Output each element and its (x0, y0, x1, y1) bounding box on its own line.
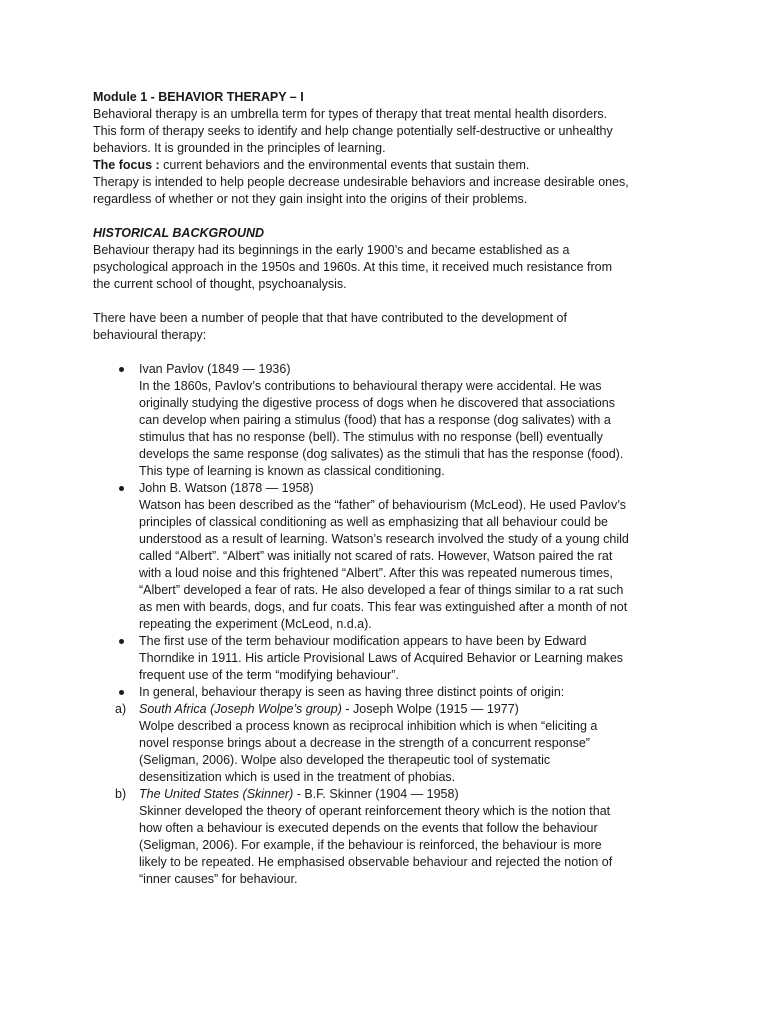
list-item-line: originally studying the digestive process of dogs when he discovered that associations (139, 396, 615, 410)
list-item-line: “Albert” developed a fear of rats. He also developed a fear of things similar to a rat such (139, 583, 624, 597)
list-item-line: repeating the experiment (McLeod, n.d.a). (139, 617, 372, 631)
historical-line: psychological approach in the 1950s and 1960s. At this time, it received much resistance from (93, 260, 613, 274)
origin-line: desensitization which is used in the treatment of phobias. (139, 770, 456, 784)
origin-line: Wolpe described a process known as reciprocal inhibition which is when “eliciting a (139, 719, 598, 733)
historical-line: Behaviour therapy had its beginnings in the early 1900’s and became established as a (93, 243, 570, 257)
origin-person: - Joseph Wolpe (1915 — 1977) (341, 702, 519, 716)
origin-line: (Seligman, 2006). Wolpe also developed the therapeutic tool of systematic (139, 753, 551, 767)
origin-line: “inner causes” for behaviour. (139, 872, 298, 886)
list-item-origins (93, 684, 693, 701)
goal-line: Therapy is intended to help people decrease undesirable behaviors and increase desirable ones, (93, 175, 629, 189)
module-title: Module 1 - BEHAVIOR THERAPY – I (93, 90, 304, 104)
historical-heading: HISTORICAL BACKGROUND (93, 226, 265, 240)
list-item-thorndike (93, 633, 693, 684)
list-item-heading: John B. Watson (1878 — 1958) (139, 481, 314, 495)
contributors-intro-line: behavioural therapy: (93, 328, 207, 342)
list-item-line: principles of classical conditioning as well as emphasizing that all behaviour could be (139, 515, 609, 529)
list-item-line: with a loud noise and this frightened “Albert”. After this was repeated numerous times, (139, 566, 613, 580)
origin-line: (Seligman, 2006). For example, if the behaviour is reinforced, the behaviour is more (139, 838, 602, 852)
intro-line: behaviors. It is grounded in the principles of learning. (93, 141, 386, 155)
list-item-line: understood as a result of learning. Watson’s research involved the study of a young child (139, 532, 629, 546)
focus-line (93, 157, 693, 174)
focus-label: The focus : (93, 158, 160, 172)
contributors-intro-line: There have been a number of people that that have contributed to the development of (93, 311, 567, 325)
origin-line: Skinner developed the theory of operant reinforcement theory which is the notion that (139, 804, 611, 818)
list-item-pavlov (93, 361, 693, 480)
list-item-line: frequent use of the term “modifying behaviour”. (139, 668, 399, 682)
list-item-line: Thorndike in 1911. His article Provisional Laws of Acquired Behavior or Learning makes (139, 651, 624, 665)
origin-person: - B.F. Skinner (1904 — 1958) (293, 787, 459, 801)
origin-line: how often a behaviour is executed depends on the events that follow the behaviour (139, 821, 598, 835)
document-page (93, 89, 693, 888)
list-item-line: can develop when pairing a stimulus (food) that has a response (dog salivates) with a (139, 413, 611, 427)
intro-line: Behavioral therapy is an umbrella term for types of therapy that treat mental health disorders. (93, 107, 608, 121)
goal-line: regardless of whether or not they gain insight into the origins of their problems. (93, 192, 528, 206)
list-item-heading: Ivan Pavlov (1849 — 1936) (139, 362, 291, 376)
origin-place: South Africa (Joseph Wolpe’s group) (139, 702, 342, 716)
list-item-line: This type of learning is known as classical conditioning. (139, 464, 445, 478)
list-item-line: The first use of the term behaviour modification appears to have been by Edward (139, 634, 587, 648)
spacer (93, 208, 693, 225)
list-item-watson (93, 480, 693, 633)
origin-place: The United States (Skinner) (139, 787, 294, 801)
origin-heading (139, 701, 693, 718)
list-item-line: stimulus that has no response (bell). The stimulus with no response (bell) eventually (139, 430, 603, 444)
list-item-line: Watson has been described as the “father” of behaviourism (McLeod). He used Pavlov’s (139, 498, 627, 512)
list-item-line: develops the same response (dog salivates) as the stimuli that has the response (food). (139, 447, 624, 461)
contributors-list (93, 361, 693, 888)
historical-section (93, 225, 693, 344)
historical-line: the current school of thought, psychoanalysis. (93, 277, 347, 291)
origin-heading (139, 786, 693, 803)
spacer (93, 293, 693, 310)
origin-line: likely to be repeated. He emphasised observable behaviour and rejected the notion of (139, 855, 613, 869)
origin-item-skinner: b) The United States (Skinner) - B.F. Skinner (1904 — 1958) Skinner developed the theory of operant reinforcement theory which is the notion that how often a behaviour is executed depends on the events that follow the behaviour (Seligman, 2006). For example, if the behaviour is reinforced, the behaviour is more likely to be repeated. He emphasised observable behaviour and rejected the notion of “inner causes” for behaviour. (93, 786, 693, 888)
intro-line: This form of therapy seeks to identify and help change potentially self-destructive or unhealthy (93, 124, 613, 138)
intro-section (93, 106, 693, 208)
list-item-line: as men with beards, dogs, and fur coats. This fear was extinguished after a month of not (139, 600, 628, 614)
list-item-line: In general, behaviour therapy is seen as having three distinct points of origin: (139, 685, 565, 699)
origin-item-wolpe: a) South Africa (Joseph Wolpe’s group) - Joseph Wolpe (1915 — 1977) Wolpe described a process known as reciprocal inhibition which is when “eliciting a novel response brings about a decrease in the strength of a concurrent response” (Seligman, 2006). Wolpe also developed the therapeutic tool of systematic desensitization which is used in the treatment of phobias. (93, 701, 693, 786)
list-item-line: called “Albert”. “Albert” was initially not scared of rats. However, Watson paired the rat (139, 549, 613, 563)
focus-text: current behaviors and the environmental events that sustain them. (159, 158, 530, 172)
origin-line: novel response brings about a decrease in the strength of a concurrent response” (139, 736, 590, 750)
list-item-line: In the 1860s, Pavlov’s contributions to behavioural therapy were accidental. He was (139, 379, 602, 393)
